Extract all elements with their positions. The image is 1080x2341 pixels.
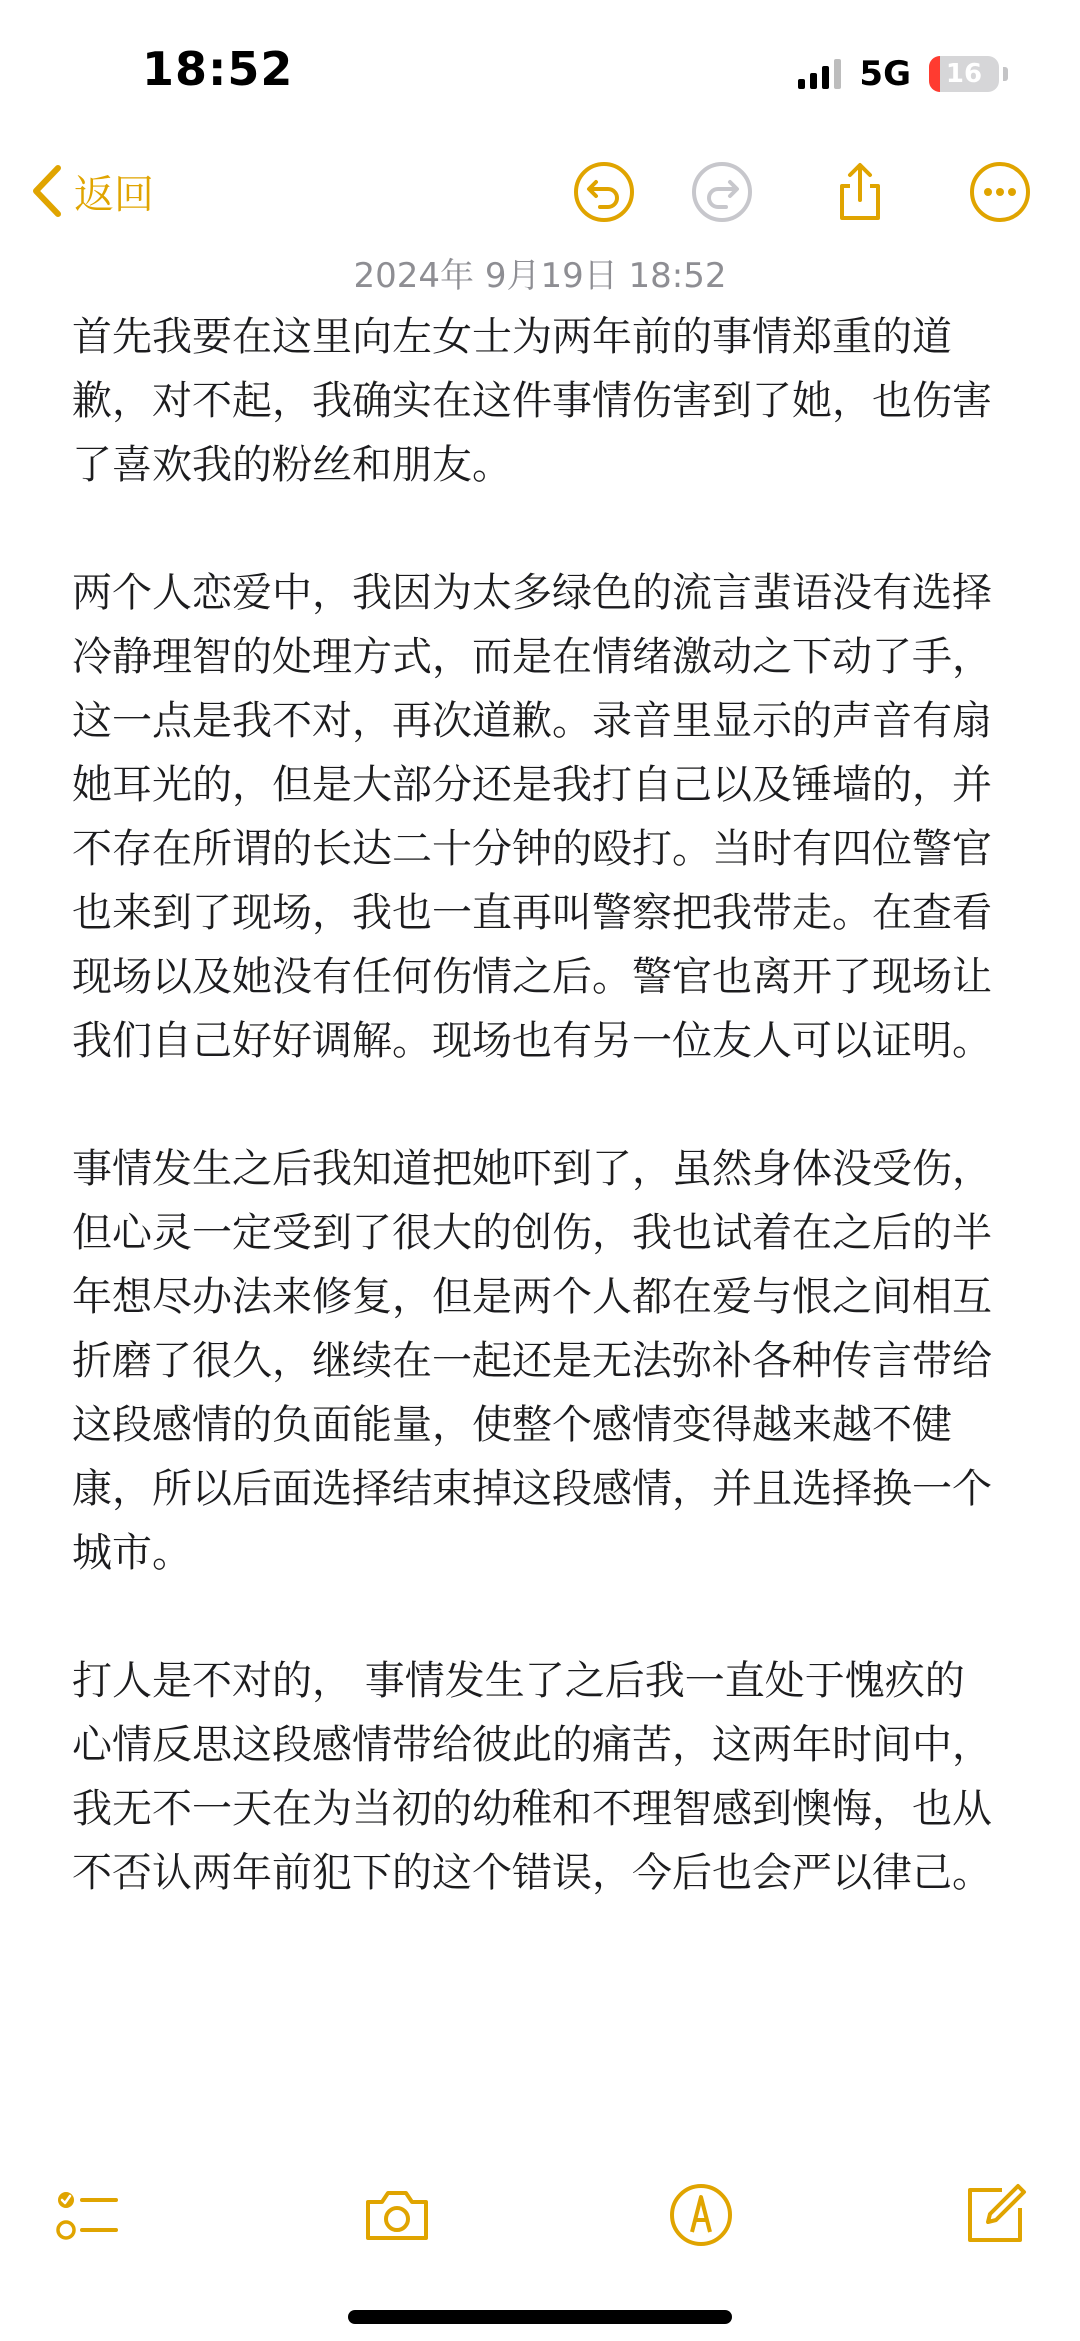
battery-icon <box>929 56 999 92</box>
status-indicators <box>798 52 1008 96</box>
note-paragraph-4: 打人是不对的， 事情发生了之后我一直处于愧疚的心情反思这段感情带给彼此的痛苦，这两年时间中，我无不一天在为当初的幼稚和不理智感到懊悔，也从不否认两年前犯下的这个错误，今后也会严以律己。 <box>72 1658 992 1896</box>
undo-icon <box>572 160 636 224</box>
chevron-left-icon <box>30 164 64 218</box>
note-body[interactable] <box>72 305 1002 1969</box>
cellular-signal-icon <box>798 59 841 89</box>
markup-icon <box>666 2180 736 2250</box>
checklist-button[interactable] <box>52 2180 122 2250</box>
status-bar <box>0 0 1080 150</box>
share-icon <box>828 160 892 224</box>
more-button[interactable] <box>968 160 1032 224</box>
redo-icon <box>690 160 754 224</box>
back-button[interactable] <box>30 160 154 222</box>
back-label: 返回 <box>74 171 154 218</box>
home-indicator[interactable] <box>348 2310 732 2324</box>
redo-button[interactable] <box>690 160 754 224</box>
more-icon <box>968 160 1032 224</box>
note-paragraph-1: 首先我要在这里向左女士为两年前的事情郑重的道歉，对不起，我确实在这件事情伤害到了她，也伤害了喜欢我的粉丝和朋友。 <box>72 314 992 488</box>
share-button[interactable] <box>828 160 892 224</box>
camera-icon <box>362 2180 432 2250</box>
battery-cap <box>1003 67 1008 81</box>
network-type: 5G <box>859 54 911 94</box>
note-paragraph-3: 事情发生之后我知道把她吓到了，虽然身体没受伤，但心灵一定受到了很大的创伤，我也试着在之后的半年想尽办法来修复，但是两个人都在爱与恨之间相互折磨了很久，继续在一起还是无法弥补各种传言带给这段感情的负面能量，使整个感情变得越来越不健康，所以后面选择结束掉这段感情，并且选择换一个城市。 <box>72 1146 992 1576</box>
compose-button[interactable] <box>960 2180 1030 2250</box>
markup-button[interactable] <box>666 2180 736 2250</box>
battery-percent: 16 <box>945 59 983 89</box>
checklist-icon <box>52 2180 122 2250</box>
compose-icon <box>960 2180 1030 2250</box>
note-paragraph-2: 两个人恋爱中，我因为太多绿色的流言蜚语没有选择冷静理智的处理方式，而是在情绪激动之下动了手，这一点是我不对，再次道歉。录音里显示的声音有扇她耳光的，但是大部分还是我打自己以及锤墙的，并不存在所谓的长达二十分钟的殴打。当时有四位警官也来到了现场，我也一直再叫警察把我带走。在查看现场以及她没有任何伤情之后。警官也离开了现场让我们自己好好调解。现场也有另一位友人可以证明。 <box>72 570 992 1064</box>
status-time: 18:52 <box>142 42 294 96</box>
undo-button[interactable] <box>572 160 636 224</box>
camera-button[interactable] <box>362 2180 432 2250</box>
note-date: 2024年 9月19日 18:52 <box>353 256 727 296</box>
